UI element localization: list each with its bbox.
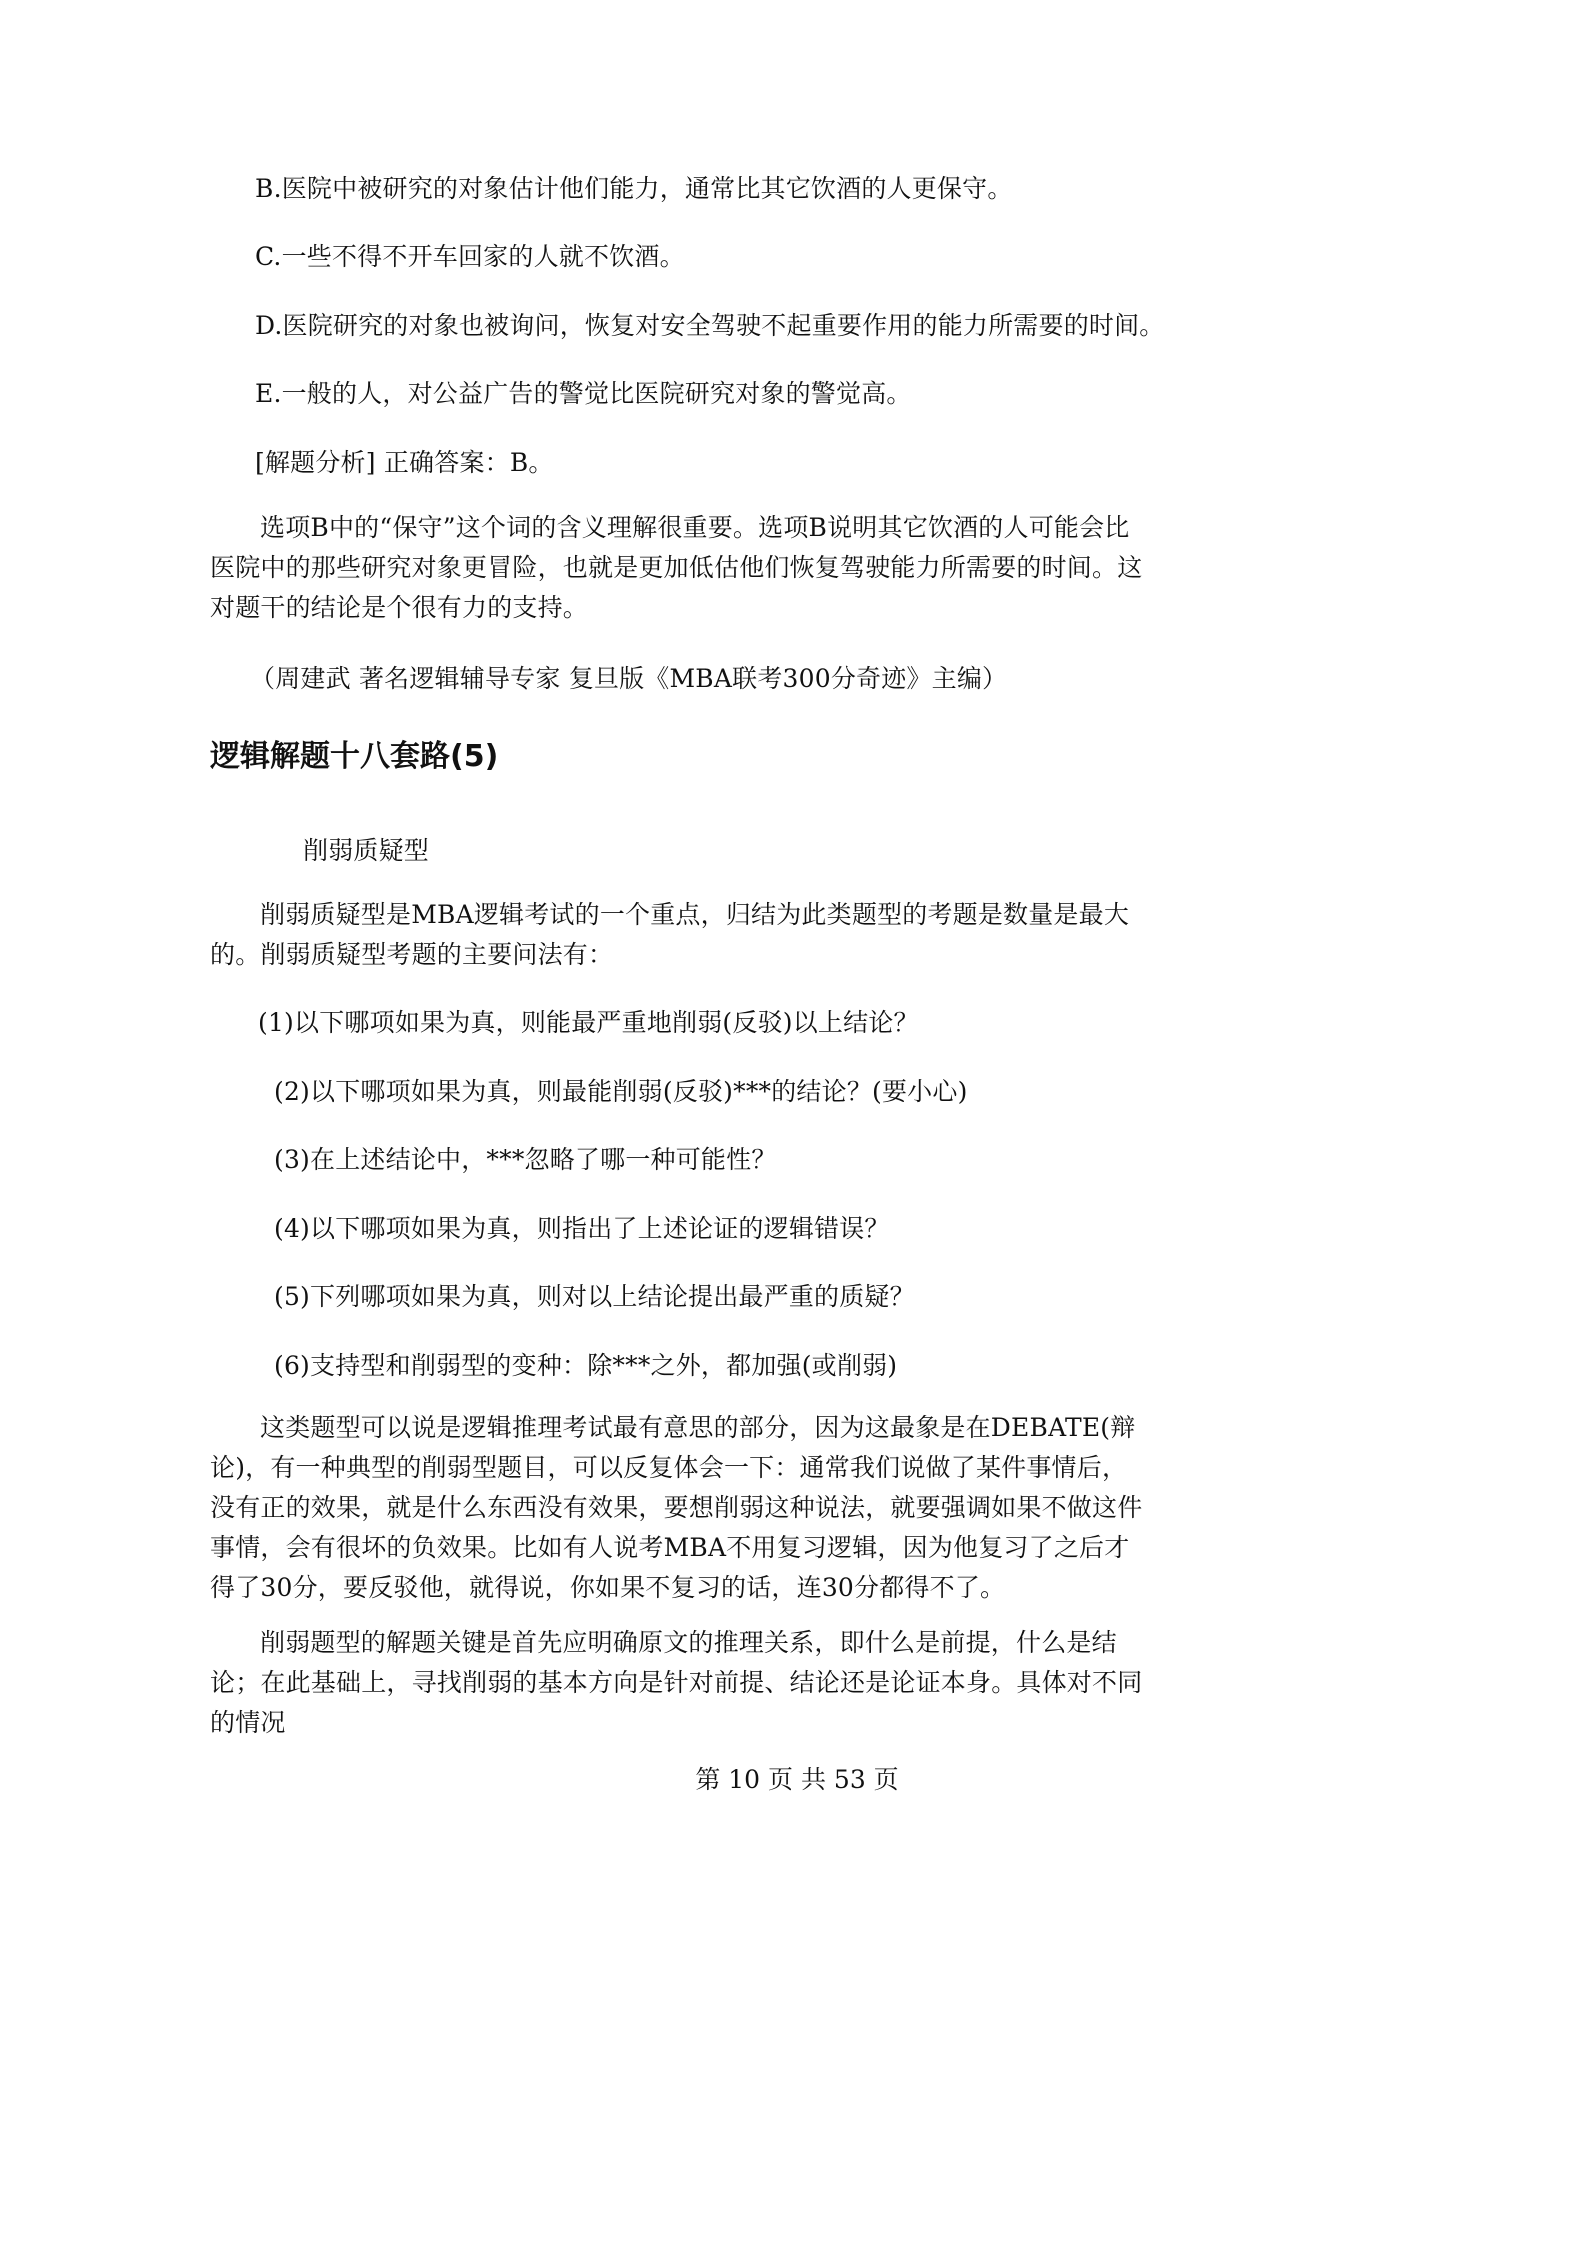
question-item: (5)下列哪项如果为真，则对以上结论提出最严重的质疑？ bbox=[274, 1282, 915, 1311]
section-heading: 逻辑解题十八套路(5) bbox=[210, 739, 499, 774]
question-item: (6)支持型和削弱型的变种：除***之外，都加强(或削弱) bbox=[274, 1351, 898, 1380]
option-d: D.医院研究的对象也被询问，恢复对安全驾驶不起重要作用的能力所需要的时间。 bbox=[255, 311, 1165, 340]
option-e: E.一般的人，对公益广告的警觉比医院研究对象的警觉高。 bbox=[255, 379, 912, 408]
question-item: (4)以下哪项如果为真，则指出了上述论证的逻辑错误？ bbox=[274, 1214, 890, 1243]
source-citation: （周建武 著名逻辑辅导专家 复旦版《MBA联考300分奇迹》主编） bbox=[250, 664, 1008, 693]
option-c: C.一些不得不开车回家的人就不饮酒。 bbox=[255, 242, 685, 271]
explanation-paragraph: 选项B中的“保守”这个词的含义理解很重要。选项B说明其它饮酒的人可能会比医院中的那些研究对象更冒险，也就是更加低估他们恢复驾驶能力所需要的时间。这对题干的结论是个很有力的支持。 bbox=[210, 513, 1143, 622]
question-item: (2)以下哪项如果为真，则最能削弱(反驳)***的结论？(要小心) bbox=[274, 1077, 968, 1106]
option-b: B.医院中被研究的对象估计他们能力，通常比其它饮酒的人更保守。 bbox=[255, 174, 1013, 203]
page-number-footer: 第 10 页 共 53 页 bbox=[695, 1765, 899, 1794]
question-item: (1)以下哪项如果为真，则能最严重地削弱(反驳)以上结论？ bbox=[258, 1008, 919, 1037]
body-paragraph: 这类题型可以说是逻辑推理考试最有意思的部分，因为这最象是在DEBATE(辩论)，有一种典型的削弱型题目，可以反复体会一下：通常我们说做了某件事情后，没有正的效果，就是什么东西没有效果，要想削弱这种说法，就要强调如果不做这件事情，会有很坏的负效果。比如有人说考MBA不用复习逻辑，因为他复习了之后才得了30分，要反驳他，就得说，你如果不复习的话，连30分都得不了。 bbox=[210, 1413, 1143, 1602]
body-paragraph: 削弱题型的解题关键是首先应明确原文的推理关系，即什么是前提，什么是结论；在此基础上，寻找削弱的基本方向是针对前提、结论还是论证本身。具体对不同的情况 bbox=[210, 1628, 1143, 1737]
section-subtitle: 削弱质疑型 bbox=[303, 836, 430, 865]
intro-paragraph: 削弱质疑型是MBA逻辑考试的一个重点，归结为此类题型的考题是数量是最大的。削弱质疑型考题的主要问法有： bbox=[210, 900, 1130, 969]
answer-line: [解题分析] 正确答案：B。 bbox=[255, 448, 554, 477]
question-item: (3)在上述结论中，***忽略了哪一种可能性？ bbox=[274, 1145, 777, 1174]
